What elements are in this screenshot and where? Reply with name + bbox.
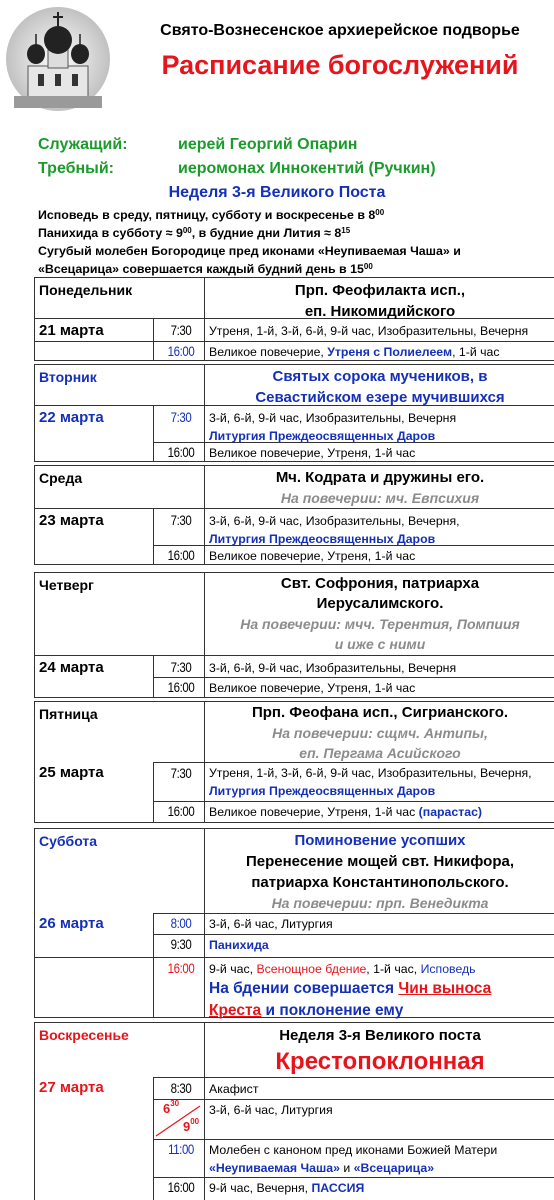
service-time: 16:00 xyxy=(167,679,195,695)
service-desc: 3-й, 6-й час, Литургия xyxy=(209,1103,333,1117)
day-name: Воскресенье xyxy=(39,1027,129,1043)
service-desc: Великое повечерие, Утреня, 1-й час xyxy=(209,681,416,695)
service-desc: 3-й, 6-й час, Литургия xyxy=(209,917,333,931)
service-desc: 3-й, 6-й, 9-й час, Изобразительны, Вечерня, Литургия Преждеосвященных Даров xyxy=(209,514,460,546)
service-desc: Великое повечерие, Утреня с Полиелеем, 1-й час xyxy=(209,345,500,359)
organization-name: Свято-Вознесенское архиерейское подворье xyxy=(160,22,520,39)
moleben-note-line1: Сугубый молебен Богородице пред иконами «Неупиваемая Чаша» и xyxy=(38,244,461,258)
day-block-monday xyxy=(34,277,554,361)
staff-name: иерей Георгий Опарин xyxy=(178,136,358,153)
service-desc: Акафист xyxy=(209,1082,259,1096)
service-desc: 3-й, 6-й, 9-й час, Изобразительны, Вечерня Литургия Преждеосвященных Даров xyxy=(209,411,457,443)
service-time: 11:00 xyxy=(168,1141,194,1157)
day-date: 27 марта xyxy=(39,1079,104,1096)
day-name: Пятница xyxy=(39,706,98,722)
day-block-sunday xyxy=(34,1022,554,1200)
day-date: 26 марта xyxy=(39,915,104,932)
service-desc: 9-й час, Всенощное бдение, 1-й час, Исповедь На бдении совершается Чин выноса Креста и поклонение ему xyxy=(209,962,492,1019)
service-time: 8:00 xyxy=(170,915,192,931)
service-desc: Утреня, 1-й, 3-й, 6-й, 9-й час, Изобразительны, Вечерня, Литургия Преждеосвященных Даров xyxy=(209,766,532,798)
service-time: 9:30 xyxy=(170,936,192,952)
service-time: 16:00 xyxy=(167,444,195,460)
service-desc: Утреня, 1-й, 3-й, 6-й, 9-й час, Изобразительны, Вечерня xyxy=(209,324,529,338)
day-name: Суббота xyxy=(39,833,98,849)
day-name: Вторник xyxy=(39,369,97,385)
day-block-tuesday xyxy=(34,364,554,462)
service-time: 8:30 xyxy=(170,1080,192,1096)
feast-title: Мч. Кодрата и дружины его. На повечерии: мч. Евпсихия xyxy=(275,469,485,506)
day-date: 23 марта xyxy=(39,512,104,529)
feast-title: Неделя 3-я Великого поста Крестопоклонная xyxy=(275,1027,485,1075)
service-time: 7:30 xyxy=(170,659,192,675)
service-desc: 9-й час, Вечерня, ПАССИЯ xyxy=(209,1181,365,1195)
service-time-start: $6^{30}$ xyxy=(163,1099,180,1116)
service-desc: Панихида xyxy=(209,938,269,952)
service-time: 7:30 xyxy=(170,409,192,425)
page-title: Расписание богослужений xyxy=(161,50,519,80)
day-date: 22 марта xyxy=(39,409,104,426)
service-desc: Великое повечерие, Утреня, 1-й час (парастас) xyxy=(209,805,483,819)
feast-title: Святых сорока мучеников, в Севастийском езере мучившихся xyxy=(255,368,505,406)
moleben-note-line2: «Всецарица» совершается каждый будний день в $15^{00}$ xyxy=(38,262,373,276)
day-block-wednesday xyxy=(34,465,554,565)
panikhida-note: Панихида в субботу ≈ $9^{00}$, в будние дни Лития ≈ $8^{15}$ xyxy=(38,226,351,240)
feast-title: Свт. Софрония, патриарха Иерусалимского. На повечерии: мчч. Терентия, Помпиия и иже с ними xyxy=(240,575,520,652)
confession-note: Исповедь в среду, пятницу, субботу и воскресенье в $8^{00}$ xyxy=(38,208,385,222)
day-block-saturday xyxy=(34,828,554,1018)
feast-title: Прп. Феофилакта исп., еп. Никомидийского xyxy=(294,282,466,320)
feast-title: Поминовение усопших Перенесение мощей свт. Никифора, патриарха Константинопольского. На повечерии: прп. Венедикта xyxy=(245,832,515,911)
day-name: Среда xyxy=(39,470,83,486)
service-desc: 3-й, 6-й, 9-й час, Изобразительны, Вечерня xyxy=(209,661,457,675)
service-desc: Великое повечерие, Утреня, 1-й час xyxy=(209,549,416,563)
service-time: 16:00 xyxy=(167,343,195,359)
service-time: 16:00 xyxy=(167,803,195,819)
staff-role: Служащий: xyxy=(38,136,128,153)
service-time: 7:30 xyxy=(170,512,192,528)
service-desc: Великое повечерие, Утреня, 1-й час xyxy=(209,446,416,460)
day-name: Понедельник xyxy=(39,282,133,298)
church-logo xyxy=(4,4,112,114)
service-time: 7:30 xyxy=(170,765,192,781)
service-time: 16:00 xyxy=(167,1179,195,1195)
service-time: 16:00 xyxy=(167,547,195,563)
service-time: 7:30 xyxy=(170,322,192,338)
staff-name: иеромонах Иннокентий (Ручкин) xyxy=(178,160,436,177)
service-desc: Молебен с каноном пред иконами Божией Матери «Неупиваемая Чаша» и «Всецарица» xyxy=(209,1143,498,1175)
staff-role: Требный: xyxy=(38,160,114,177)
day-block-friday xyxy=(34,701,554,823)
service-time: 16:00 xyxy=(167,960,195,976)
service-time-alt: $9^{00}$ xyxy=(183,1117,200,1134)
day-block-thursday xyxy=(34,572,554,698)
week-title: Неделя 3-я Великого Поста xyxy=(168,184,386,201)
day-name: Четверг xyxy=(39,577,94,593)
feast-title: Прп. Феофана исп., Сигрианского. На повечерии: сщмч. Антипы, еп. Пергама Асийского xyxy=(251,704,509,761)
day-date: 25 марта xyxy=(39,764,104,781)
day-date: 21 марта xyxy=(39,322,104,339)
day-date: 24 марта xyxy=(39,659,104,676)
